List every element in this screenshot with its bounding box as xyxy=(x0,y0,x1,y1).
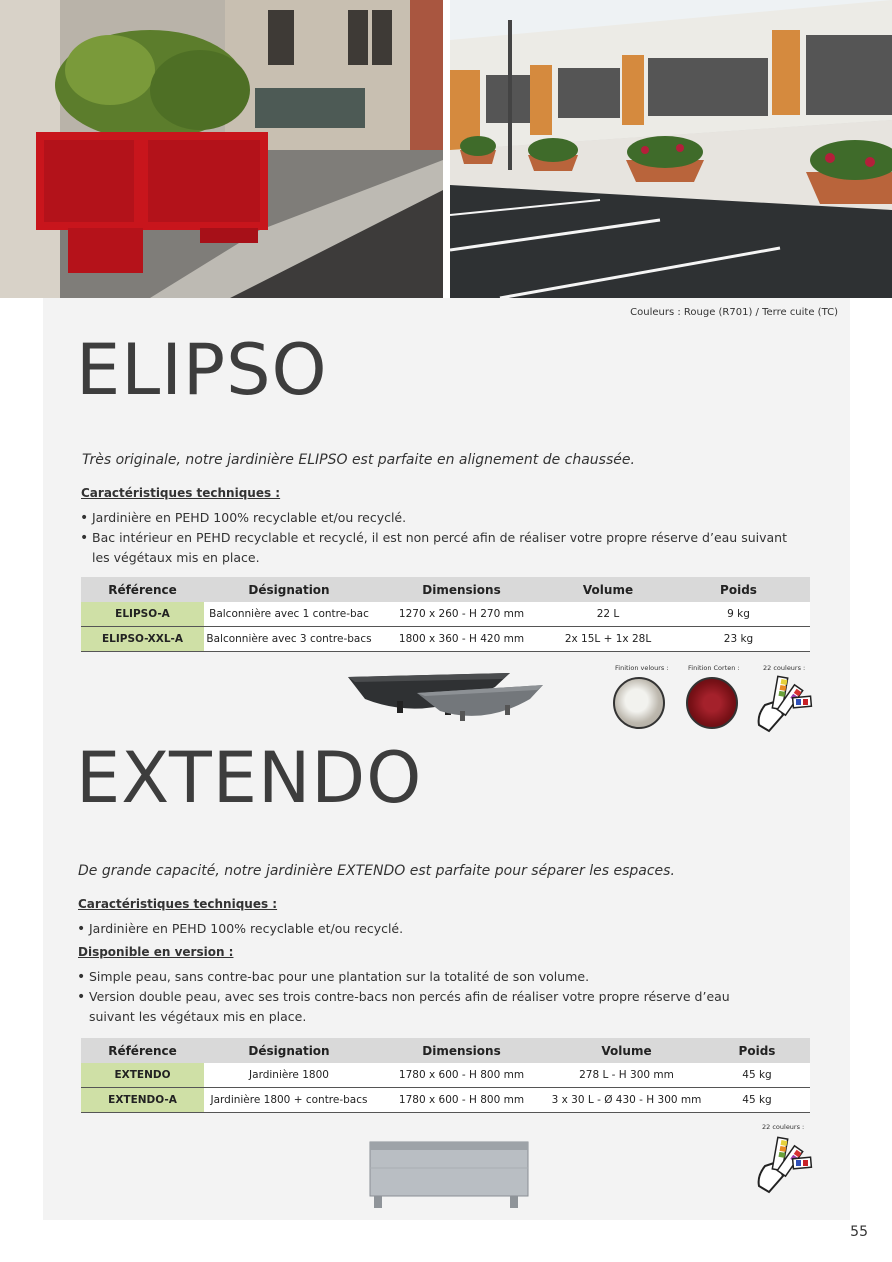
cell-poids: 45 kg xyxy=(704,1063,810,1088)
cell-designation: Balconnière avec 3 contre-bacs xyxy=(204,627,374,652)
cell-reference: ELIPSO-A xyxy=(81,602,204,627)
extendo-version-list xyxy=(77,967,797,1027)
cell-dimensions: 1800 x 360 - H 420 mm xyxy=(374,627,549,652)
header-poids: Poids xyxy=(667,577,810,602)
cell-poids: 9 kg xyxy=(667,602,810,627)
color-fan-icon xyxy=(755,1136,813,1198)
table-row xyxy=(81,602,810,627)
colors-note: Couleurs : Rouge (R701) / Terre cuite (TC) xyxy=(630,307,838,318)
corten-finish-swatch xyxy=(686,677,738,729)
elipso-intro: Très originale, notre jardinière ELIPSO est parfaite en alignement de chaussée. xyxy=(82,452,635,468)
header-reference: Référence xyxy=(81,577,204,602)
couleurs-label: 22 couleurs : xyxy=(763,664,806,672)
extendo-intro: De grande capacité, notre jardinière EXTENDO est parfaite pour séparer les espaces. xyxy=(78,863,675,879)
header-volume: Volume xyxy=(549,577,667,602)
cell-dimensions: 1780 x 600 - H 800 mm xyxy=(374,1088,549,1113)
table-header-row xyxy=(81,577,810,602)
cell-poids: 45 kg xyxy=(704,1088,810,1113)
extendo-spec-table xyxy=(81,1038,810,1113)
cell-reference: EXTENDO xyxy=(81,1063,204,1088)
table-row xyxy=(81,627,810,652)
list-item-continuation: les végétaux mis en place. xyxy=(92,550,260,565)
list-item: • Jardinière en PEHD 100% recyclable et/ou recyclé. xyxy=(77,919,797,939)
finition-corten-label: Finition Corten : xyxy=(688,664,740,672)
cell-reference: EXTENDO-A xyxy=(81,1088,204,1113)
elipso-title: ELIPSO xyxy=(76,329,328,411)
elipso-product-image xyxy=(345,665,545,729)
extendo-title: EXTENDO xyxy=(76,737,423,819)
header-designation: Désignation xyxy=(204,577,374,602)
photo-elipso-planters-parking xyxy=(450,0,892,298)
cell-poids: 23 kg xyxy=(667,627,810,652)
color-fan-icon xyxy=(755,675,813,737)
table-header-row xyxy=(81,1038,810,1063)
cell-dimensions: 1780 x 600 - H 800 mm xyxy=(374,1063,549,1088)
list-item: • Jardinière en PEHD 100% recyclable et/ou recyclé. xyxy=(80,508,800,528)
elipso-tech-list xyxy=(80,508,800,568)
cell-designation: Jardinière 1800 + contre-bacs xyxy=(204,1088,374,1113)
header-designation: Désignation xyxy=(204,1038,374,1063)
extendo-tech-list xyxy=(77,919,797,939)
elipso-spec-table xyxy=(81,577,810,652)
header-dimensions: Dimensions xyxy=(374,577,549,602)
header-reference: Référence xyxy=(81,1038,204,1063)
list-item-continuation: suivant les végétaux mis en place. xyxy=(89,1009,307,1024)
elipso-tech-heading: Caractéristiques techniques : xyxy=(81,486,281,500)
extendo-product-image xyxy=(368,1138,532,1214)
photo-red-planter-street xyxy=(0,0,443,298)
table-row xyxy=(81,1088,810,1113)
finition-velours-label: Finition velours : xyxy=(615,664,669,672)
velours-finish-swatch xyxy=(613,677,665,729)
page-number: 55 xyxy=(850,1224,868,1240)
list-item: • Bac intérieur en PEHD recyclable et recyclé, il est non percé afin de réaliser votre propre réserve d’eau suivant xyxy=(80,528,800,548)
list-item: • Simple peau, sans contre-bac pour une plantation sur la totalité de son volume. xyxy=(77,967,797,987)
cell-reference: ELIPSO-XXL-A xyxy=(81,627,204,652)
cell-designation: Jardinière 1800 xyxy=(204,1063,374,1088)
cell-volume: 3 x 30 L - Ø 430 - H 300 mm xyxy=(549,1088,704,1113)
cell-dimensions: 1270 x 260 - H 270 mm xyxy=(374,602,549,627)
cell-volume: 22 L xyxy=(549,602,667,627)
extendo-version-heading: Disponible en version : xyxy=(78,945,234,959)
header-poids: Poids xyxy=(704,1038,810,1063)
header-dimensions: Dimensions xyxy=(374,1038,549,1063)
table-row xyxy=(81,1063,810,1088)
header-volume: Volume xyxy=(549,1038,704,1063)
cell-volume: 278 L - H 300 mm xyxy=(549,1063,704,1088)
cell-designation: Balconnière avec 1 contre-bac xyxy=(204,602,374,627)
couleurs-label: 22 couleurs : xyxy=(762,1123,805,1131)
list-item: • Version double peau, avec ses trois contre-bacs non percés afin de réaliser votre propre réserve d’eau xyxy=(77,987,797,1007)
extendo-tech-heading: Caractéristiques techniques : xyxy=(78,897,278,911)
cell-volume: 2x 15L + 1x 28L xyxy=(549,627,667,652)
